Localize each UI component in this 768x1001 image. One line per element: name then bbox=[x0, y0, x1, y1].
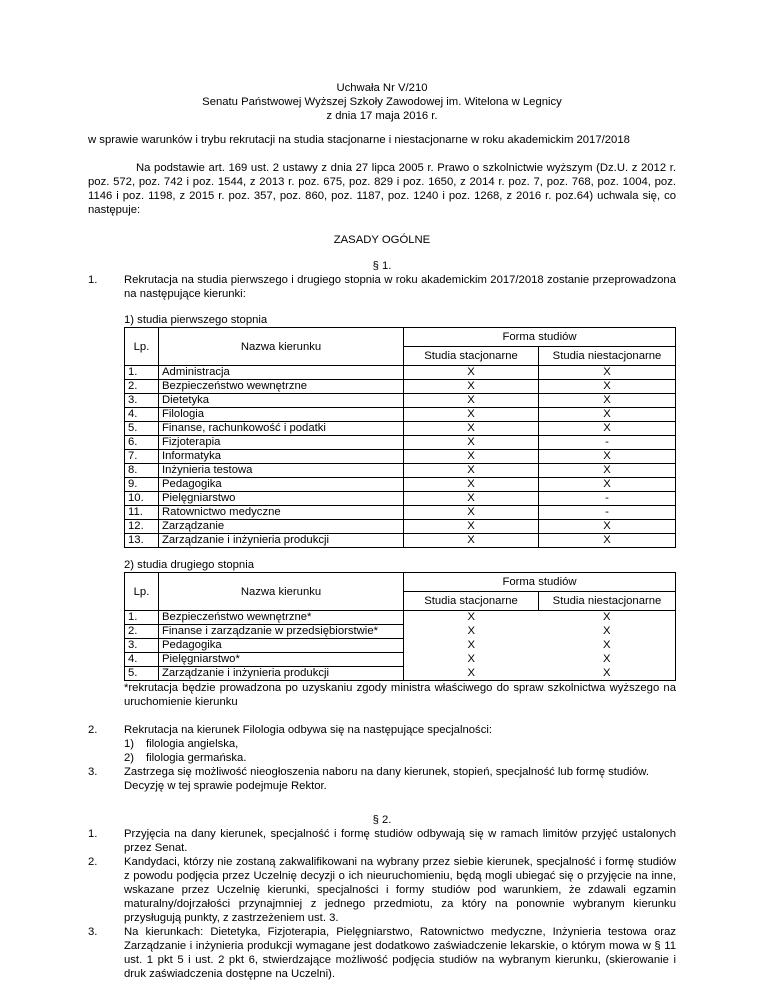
cell-stac: X bbox=[404, 534, 539, 548]
cell-name: Pedagogika bbox=[159, 478, 404, 492]
s2-item bbox=[88, 855, 676, 925]
cell-lp: 3. bbox=[125, 639, 159, 653]
paragraph-2-text: Rekrutacja na kierunek Filologia odbywa się na następujące specjalności: bbox=[124, 724, 492, 736]
header-niestac: Studia niestacjonarne bbox=[539, 592, 676, 611]
table-row bbox=[125, 450, 676, 464]
footnote: *rekrutacja będzie prowadzona po uzyskaniu zgody ministra właściwego do spraw szkolnictwa wyższego na uruchomienie kierunku bbox=[124, 682, 676, 708]
header-niestac: Studia niestacjonarne bbox=[539, 347, 676, 366]
cell-lp: 5. bbox=[125, 667, 159, 681]
item-number: 3. bbox=[88, 766, 98, 778]
cell-stac: X bbox=[404, 667, 539, 681]
cell-stac: X bbox=[404, 408, 539, 422]
table-row bbox=[125, 639, 676, 653]
cell-name: Pielęgniarstwo bbox=[159, 492, 404, 506]
cell-niestac: X bbox=[539, 464, 676, 478]
cell-lp: 4. bbox=[125, 408, 159, 422]
cell-lp: 1. bbox=[125, 366, 159, 380]
cell-niestac: - bbox=[539, 492, 676, 506]
cell-niestac: X bbox=[539, 639, 676, 653]
cell-stac: X bbox=[404, 394, 539, 408]
cell-name: Bezpieczeństwo wewnętrzne bbox=[159, 380, 404, 394]
cell-name: Finanse i zarządzanie w przedsiębiorstwie* bbox=[159, 625, 404, 639]
item-number: 2. bbox=[88, 856, 98, 868]
cell-niestac: - bbox=[539, 436, 676, 450]
cell-niestac: X bbox=[539, 380, 676, 394]
table-row bbox=[125, 478, 676, 492]
header-lp: Lp. bbox=[125, 573, 159, 611]
item-number: 2. bbox=[88, 724, 98, 736]
table-row bbox=[125, 464, 676, 478]
cell-stac: X bbox=[404, 611, 539, 625]
paragraph-3 bbox=[88, 765, 676, 793]
table-first-degree bbox=[124, 327, 676, 548]
preamble: Na podstawie art. 169 ust. 2 ustawy z dnia 27 lipca 2005 r. Prawo o szkolnictwie wyższym (Dz.U. z 2012 r. poz. 572, poz. 742 i poz. 1544, z 2013 r. poz. 675, poz. 829 i poz. 1650, z 2014 r. poz. 7, poz. 768, poz. 1004, poz. 1146 i poz. 1198, z 2015 r. poz. 357, poz. 860, poz. 1187, poz. 1240 i poz. 1268, z 2016 r. poz.64) uchwala się, co następuje: bbox=[88, 162, 676, 216]
header-name: Nazwa kierunku bbox=[159, 328, 404, 366]
cell-name: Zarządzanie bbox=[159, 520, 404, 534]
table-row bbox=[125, 611, 676, 625]
cell-lp: 5. bbox=[125, 422, 159, 436]
cell-niestac: X bbox=[539, 520, 676, 534]
paragraph-1 bbox=[88, 273, 676, 301]
table-second-degree bbox=[124, 572, 676, 681]
table-row bbox=[125, 653, 676, 667]
table-row bbox=[125, 534, 676, 548]
resolution-date: z dnia 17 maja 2016 r. bbox=[326, 110, 438, 122]
cell-name: Bezpieczeństwo wewnętrzne* bbox=[159, 611, 404, 625]
issuing-body: Senatu Państwowej Wyższej Szkoły Zawodowej im. Witelona w Legnicy bbox=[202, 96, 562, 108]
item-number: 3. bbox=[88, 926, 98, 938]
table-row bbox=[125, 506, 676, 520]
cell-name: Filologia bbox=[159, 408, 404, 422]
cell-stac: X bbox=[404, 450, 539, 464]
cell-niestac: X bbox=[539, 478, 676, 492]
table-row bbox=[125, 394, 676, 408]
header-forma: Forma studiów bbox=[404, 573, 676, 592]
cell-lp: 8. bbox=[125, 464, 159, 478]
cell-niestac: X bbox=[539, 625, 676, 639]
header-name: Nazwa kierunku bbox=[159, 573, 404, 611]
cell-lp: 9. bbox=[125, 478, 159, 492]
cell-niestac: X bbox=[539, 366, 676, 380]
paragraph-3-text: Zastrzega się możliwość nieogłoszenia naboru na dany kierunek, stopień, specjalność lub formę studiów. Decyzję w tej sprawie podejmuje Rektor. bbox=[124, 766, 649, 792]
cell-lp: 2. bbox=[125, 625, 159, 639]
cell-lp: 11. bbox=[125, 506, 159, 520]
item-number: 1. bbox=[88, 274, 98, 286]
table1-caption: 1) studia pierwszego stopnia bbox=[124, 314, 268, 326]
list-number: 1) bbox=[124, 738, 135, 750]
specialty-list-item bbox=[124, 751, 676, 765]
cell-name: Finanse, rachunkowość i podatki bbox=[159, 422, 404, 436]
paragraph-1-heading: § 1. bbox=[372, 260, 392, 272]
paragraph-2-heading: § 2. bbox=[372, 814, 392, 826]
cell-niestac: X bbox=[539, 422, 676, 436]
table-row bbox=[125, 436, 676, 450]
cell-stac: X bbox=[404, 506, 539, 520]
table-row bbox=[125, 408, 676, 422]
s2-item-3: Na kierunkach: Dietetyka, Fizjoterapia, Pielęgniarstwo, Ratownictwo medyczne, Inżynieria testowa oraz Zarządzanie i inżynieria produkcji wymagane jest dodatkowo zaświadczenie lekarskie, o którym mowa w § 11 ust. 1 pkt 5 i ust. 2 pkt 6, stwierdzające możliwość podjęcia studiów na wybranym kierunku, (skierowanie i druk zaświadczenia dostępne na Uczelni). bbox=[124, 926, 676, 980]
cell-stac: X bbox=[404, 422, 539, 436]
cell-name: Zarządzanie i inżynieria produkcji bbox=[159, 667, 404, 681]
table-row bbox=[125, 366, 676, 380]
cell-name: Pielęgniarstwo* bbox=[159, 653, 404, 667]
s2-item bbox=[88, 827, 676, 855]
cell-stac: X bbox=[404, 653, 539, 667]
cell-niestac: X bbox=[539, 667, 676, 681]
cell-name: Fizjoterapia bbox=[159, 436, 404, 450]
cell-niestac: X bbox=[539, 408, 676, 422]
paragraph-2 bbox=[88, 723, 676, 737]
cell-stac: X bbox=[404, 520, 539, 534]
table-row bbox=[125, 625, 676, 639]
specialty-list-item bbox=[124, 737, 676, 751]
table-row bbox=[125, 380, 676, 394]
table-row bbox=[125, 422, 676, 436]
item-number: 1. bbox=[88, 828, 98, 840]
header-stac: Studia stacjonarne bbox=[404, 592, 539, 611]
cell-niestac: - bbox=[539, 506, 676, 520]
cell-lp: 6. bbox=[125, 436, 159, 450]
cell-stac: X bbox=[404, 380, 539, 394]
table-row bbox=[125, 520, 676, 534]
cell-lp: 13. bbox=[125, 534, 159, 548]
cell-stac: X bbox=[404, 464, 539, 478]
cell-name: Informatyka bbox=[159, 450, 404, 464]
cell-lp: 10. bbox=[125, 492, 159, 506]
header-forma: Forma studiów bbox=[404, 328, 676, 347]
cell-lp: 4. bbox=[125, 653, 159, 667]
cell-lp: 1. bbox=[125, 611, 159, 625]
resolution-number: Uchwała Nr V/210 bbox=[336, 82, 428, 94]
subject: w sprawie warunków i trybu rekrutacji na studia stacjonarne i niestacjonarne w roku akademickim 2017/2018 bbox=[88, 134, 630, 146]
cell-name: Inżynieria testowa bbox=[159, 464, 404, 478]
cell-lp: 3. bbox=[125, 394, 159, 408]
cell-niestac: X bbox=[539, 611, 676, 625]
specialty-item: filologia angielska, bbox=[146, 738, 239, 750]
table-row bbox=[125, 667, 676, 681]
table2-caption: 2) studia drugiego stopnia bbox=[124, 559, 255, 571]
cell-stac: X bbox=[404, 366, 539, 380]
cell-niestac: X bbox=[539, 534, 676, 548]
cell-name: Pedagogika bbox=[159, 639, 404, 653]
section-title: ZASADY OGÓLNE bbox=[333, 234, 431, 246]
cell-lp: 7. bbox=[125, 450, 159, 464]
cell-niestac: X bbox=[539, 394, 676, 408]
cell-niestac: X bbox=[539, 450, 676, 464]
cell-lp: 2. bbox=[125, 380, 159, 394]
header-stac: Studia stacjonarne bbox=[404, 347, 539, 366]
cell-lp: 12. bbox=[125, 520, 159, 534]
cell-stac: X bbox=[404, 639, 539, 653]
list-number: 2) bbox=[124, 752, 135, 764]
cell-name: Administracja bbox=[159, 366, 404, 380]
cell-stac: X bbox=[404, 436, 539, 450]
cell-stac: X bbox=[404, 625, 539, 639]
s2-item bbox=[88, 925, 676, 981]
cell-stac: X bbox=[404, 478, 539, 492]
cell-stac: X bbox=[404, 492, 539, 506]
cell-name: Ratownictwo medyczne bbox=[159, 506, 404, 520]
cell-name: Dietetyka bbox=[159, 394, 404, 408]
paragraph-1-text: Rekrutacja na studia pierwszego i drugiego stopnia w roku akademickim 2017/2018 zostanie przeprowadzona na następujące kierunki: bbox=[124, 274, 676, 300]
header-lp: Lp. bbox=[125, 328, 159, 366]
table-row bbox=[125, 492, 676, 506]
cell-niestac: X bbox=[539, 653, 676, 667]
specialty-item: filologia germańska. bbox=[146, 752, 247, 764]
cell-name: Zarządzanie i inżynieria produkcji bbox=[159, 534, 404, 548]
s2-item-2: Kandydaci, którzy nie zostaną zakwalifikowani na wybrany przez siebie kierunek, specjalność i formę studiów z powodu podjęcia przez Uczelnię decyzji o ich nieuruchomieniu, będą mogli ubiegać się o przyjęcie na inne, wskazane przez Uczelnię kierunki, specjalności i formy studiów pod warunkiem, że zdawali egzamin maturalny/dojrzałości przynajmniej z jednego przedmiotu, za który na ponownie wybranym kierunku przysługują punkty, z zastrzeżeniem ust. 3. bbox=[124, 856, 676, 924]
s2-item-1: Przyjęcia na dany kierunek, specjalność i formę studiów odbywają się w ramach limitów przyjęć ustalonych przez Senat. bbox=[124, 828, 676, 854]
